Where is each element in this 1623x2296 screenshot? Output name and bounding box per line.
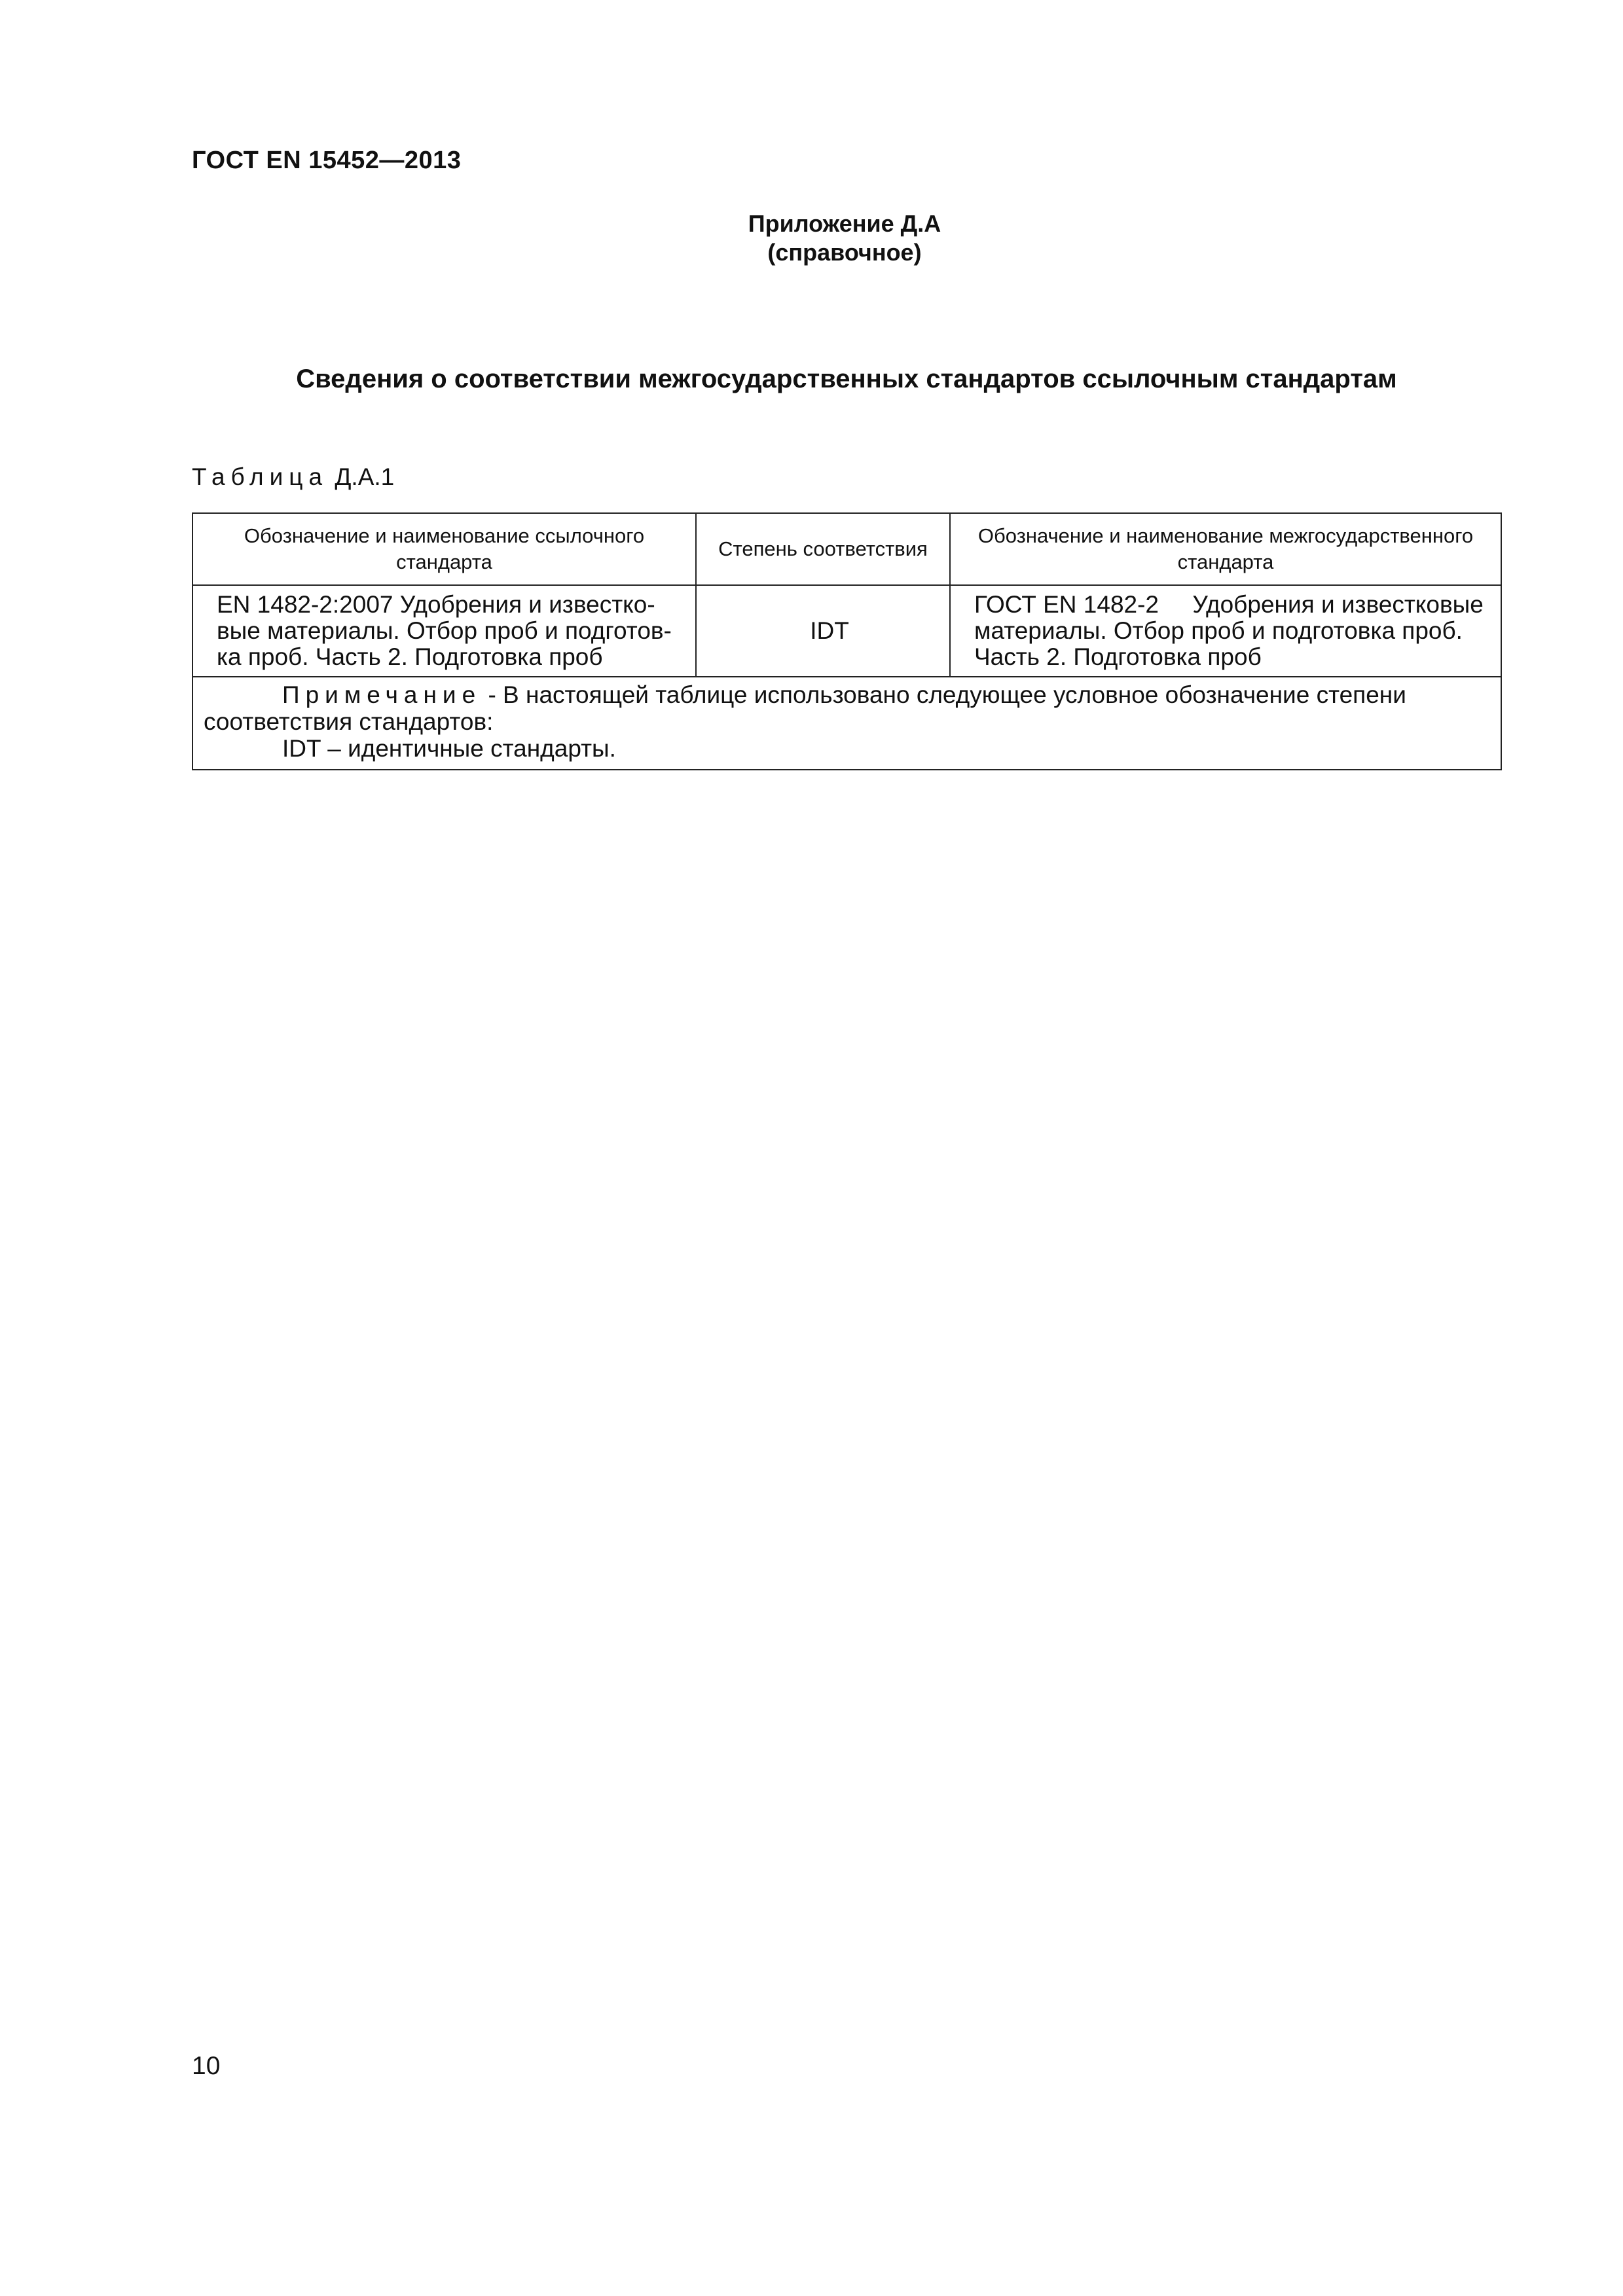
table-caption-number: Д.А.1 bbox=[335, 463, 395, 490]
appendix-title: Приложение Д.А bbox=[748, 210, 941, 237]
table-note bbox=[192, 677, 1501, 770]
cell-interstate-standard: ГОСТ EN 1482-2 Удобрения и известковые материалы. Отбор проб и подготовка проб. Часть 2. Подготовка проб bbox=[950, 585, 1501, 677]
note-idt-definition: IDT – идентичные стандарты. bbox=[282, 735, 616, 762]
table-header-row bbox=[192, 513, 1501, 585]
header-interstate-standard: Обозначение и наименование межгосударственного стандарта bbox=[950, 513, 1501, 585]
section-title: Сведения о соответствии межгосударственных стандартов ссылочным стандартам bbox=[296, 365, 1397, 393]
document-header-code: ГОСТ EN 15452—2013 bbox=[192, 147, 462, 174]
note-body: - В настоящей таблице использовано следующее условное обозначение степени соответствия стандартов: bbox=[204, 681, 1406, 735]
cell-reference-standard: EN 1482-2:2007 Удобрения и известко-вые материалы. Отбор проб и подготов-ка проб. Часть 2. Подготовка проб bbox=[192, 585, 696, 677]
correspondence-table bbox=[192, 512, 1502, 770]
table-caption bbox=[192, 463, 394, 491]
note-text bbox=[204, 681, 1482, 735]
header-degree-of-conformity: Степень соответствия bbox=[696, 513, 950, 585]
table-note-row bbox=[192, 677, 1501, 770]
table-row bbox=[192, 585, 1501, 677]
table-caption-word: Таблица bbox=[192, 463, 329, 490]
appendix-heading bbox=[0, 209, 1623, 267]
cell-degree: IDT bbox=[696, 585, 950, 677]
note-label: Примечание bbox=[282, 681, 482, 708]
appendix-type: (справочное) bbox=[767, 239, 922, 266]
page-number: 10 bbox=[192, 2052, 221, 2080]
header-reference-standard: Обозначение и наименование ссылочного стандарта bbox=[192, 513, 696, 585]
